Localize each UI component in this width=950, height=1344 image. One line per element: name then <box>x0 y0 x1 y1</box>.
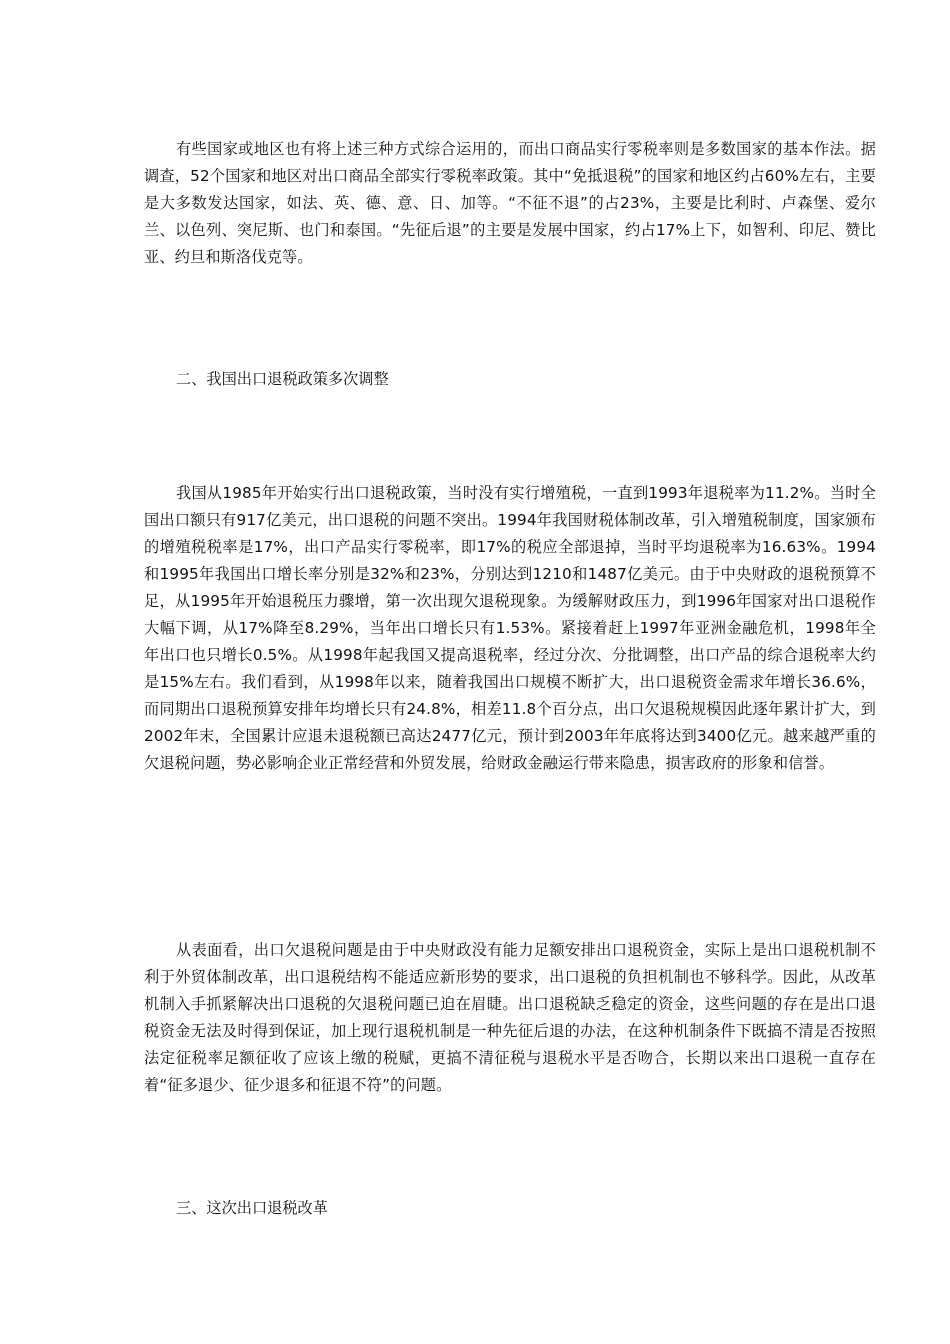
paragraph-underpaid-refund-problem: 从表面看，出口欠退税问题是由于中央财政没有能力足额安排出口退税资金，实际上是出口退税机制不利于外贸体制改革，出口退税结构不能适应新形势的要求，出口退税的负担机制也不够科学。因此，从改革机制入手抓紧解决出口退税的欠退税问题已迫在眉睫。出口退税缺乏稳定的资金，这些问题的存在是出口退税资金无法及时得到保证，加上现行退税机制是一种先征后退的办法，在这种机制条件下既搞不清是否按照法定征税率足额征收了应该上缴的税赋，更搞不清征税与退税水平是否吻合，长期以来出口退税一直存在着“征多退少、征少退多和征退不符”的问题。 <box>144 941 876 1094</box>
paragraph-zero-tax-rate-practices: 有些国家或地区也有将上述三种方式综合运用的，而出口商品实行零税率则是多数国家的基本作法。据调查，52个国家和地区对出口商品全部实行零税率政策。其中“免抵退税”的国家和地区约占60%左右，主要是大多数发达国家，如法、英、德、意、日、加等。“不征不退”的占23%，主要是比利时、卢森堡、爱尔兰、以色列、突尼斯、也门和泰国。“先征后退”的主要是发展中国家，约占17%上下，如智利、印尼、赞比亚、约旦和斯洛伐克等。 <box>144 140 876 266</box>
section-heading-2: 二、我国出口退税政策多次调整 <box>176 370 389 388</box>
section-heading-3: 三、这次出口退税改革 <box>176 1199 328 1217</box>
paragraph-policy-adjustments: 我国从1985年开始实行出口退税政策，当时没有实行增殖税，一直到1993年退税率为11.2%。当时全国出口额只有917亿美元，出口退税的问题不突出。1994年我国财税体制改革，引入增殖税制度，国家颁布的增殖税税率是17%，出口产品实行零税率，即17%的税应全部退掉，当时平均退税率为16.63%。1994和1995年我国出口增长率分别是32%和23%，分别达到1210和1487亿美元。由于中央财政的退税预算不足，从1995年开始退税压力骤增，第一次出现欠退税现象。为缓解财政压力，到1996年国家对出口退税作大幅下调，从17%降至8.29%，当年出口增长只有1.53%。紧接着赶上1997年亚洲金融危机，1998年全年出口也只增长0.5%。从1998年起我国又提高退税率，经过分次、分批调整，出口产品的综合退税率大约是15%左右。我们看到，从1998年以来，随着我国出口规模不断扩大，出口退税资金需求年增长36.6%，而同期出口退税预算安排年均增长只有24.8%，相差11.8个百分点，出口欠退税规模因此逐年累计扩大，到2002年末，全国累计应退未退税额已高达2477亿元，预计到2003年年底将达到3400亿元。越来越严重的欠退税问题，势必影响企业正常经营和外贸发展，给财政金融运行带来隐患，损害政府的形象和信誉。 <box>144 484 876 772</box>
